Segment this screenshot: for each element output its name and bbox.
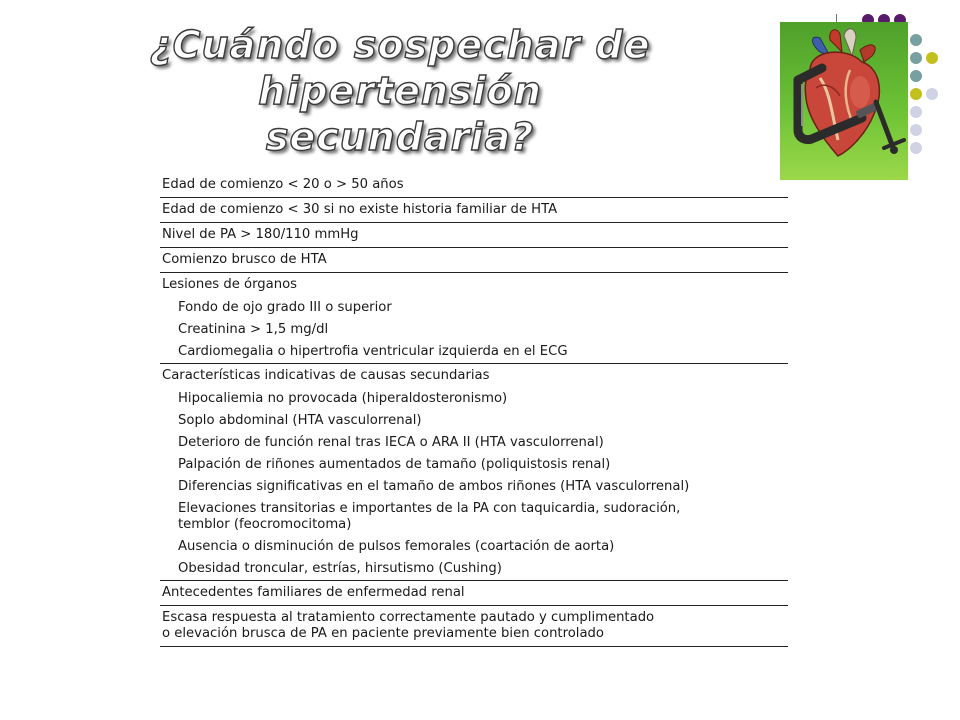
table-row bbox=[160, 476, 788, 498]
table-row bbox=[160, 498, 788, 536]
table-row bbox=[160, 454, 788, 476]
criteria-cell: Cardiomegalia o hipertrofia ventricular izquierda en el ECG bbox=[160, 341, 788, 364]
criteria-cell: Elevaciones transitorias e importantes de la PA con taquicardia, sudoración, temblor (feocromocitoma) bbox=[178, 501, 681, 532]
criteria-cell: Palpación de riñones aumentados de tamaño (poliquistosis renal) bbox=[178, 457, 611, 472]
heart-clamp-icon bbox=[780, 22, 908, 180]
decorative-dot bbox=[926, 88, 938, 100]
criteria-cell: Ausencia o disminución de pulsos femorales (coartación de aorta) bbox=[178, 539, 615, 554]
criteria-cell: Antecedentes familiares de enfermedad renal bbox=[160, 581, 788, 606]
criteria-cell: Comienzo brusco de HTA bbox=[160, 248, 788, 273]
criteria-cell: Deterioro de función renal tras IECA o ARA II (HTA vasculorrenal) bbox=[178, 435, 604, 450]
table-row bbox=[160, 581, 788, 606]
criteria-cell: Edad de comienzo < 20 o > 50 años bbox=[160, 173, 788, 198]
criteria-cell: Nivel de PA > 180/110 mmHg bbox=[160, 223, 788, 248]
criteria-cell: Edad de comienzo < 30 si no existe historia familiar de HTA bbox=[160, 198, 788, 223]
slide-title bbox=[40, 22, 760, 160]
decorative-dot bbox=[926, 52, 938, 64]
decorative-dot bbox=[910, 124, 922, 136]
decorative-dot bbox=[910, 34, 922, 46]
criteria-cell: Obesidad troncular, estrías, hirsutismo (Cushing) bbox=[160, 558, 788, 581]
criteria-cell: Creatinina > 1,5 mg/dl bbox=[178, 322, 329, 337]
table-row bbox=[160, 319, 788, 341]
criteria-cell: Escasa respuesta al tratamiento correctamente pautado y cumplimentado o elevación brusca de PA en paciente previamente bien controlado bbox=[160, 606, 788, 647]
table-row bbox=[160, 223, 788, 248]
table-row bbox=[160, 341, 788, 364]
criteria-cell: Diferencias significativas en el tamaño de ambos riñones (HTA vasculorrenal) bbox=[178, 479, 690, 494]
criteria-table bbox=[160, 173, 788, 647]
slide-title-line-1: ¿Cuándo sospechar de hipertensión bbox=[149, 23, 651, 113]
decorative-dot bbox=[910, 142, 922, 154]
slide-title-line-2: secundaria? bbox=[265, 115, 535, 159]
table-row bbox=[160, 297, 788, 319]
decorative-dot bbox=[910, 70, 922, 82]
table-row bbox=[160, 536, 788, 558]
table-row bbox=[160, 173, 788, 198]
table-row bbox=[160, 364, 788, 389]
criteria-cell: Lesiones de órganos bbox=[162, 277, 298, 292]
criteria-cell: Características indicativas de causas secundarias bbox=[162, 368, 490, 383]
table-row bbox=[160, 558, 788, 581]
table-row bbox=[160, 273, 788, 298]
table-row bbox=[160, 410, 788, 432]
criteria-cell: Hipocaliemia no provocada (hiperaldosteronismo) bbox=[178, 391, 508, 406]
criteria-cell: Fondo de ojo grado III o superior bbox=[178, 300, 392, 315]
table-row bbox=[160, 388, 788, 410]
table-row bbox=[160, 198, 788, 223]
decorative-dot bbox=[910, 88, 922, 100]
table-row bbox=[160, 432, 788, 454]
decorative-dot bbox=[910, 52, 922, 64]
table-row bbox=[160, 606, 788, 647]
criteria-cell: Soplo abdominal (HTA vasculorrenal) bbox=[178, 413, 422, 428]
decorative-dot bbox=[910, 106, 922, 118]
table-row bbox=[160, 248, 788, 273]
heart-clamp-illustration bbox=[780, 22, 908, 180]
